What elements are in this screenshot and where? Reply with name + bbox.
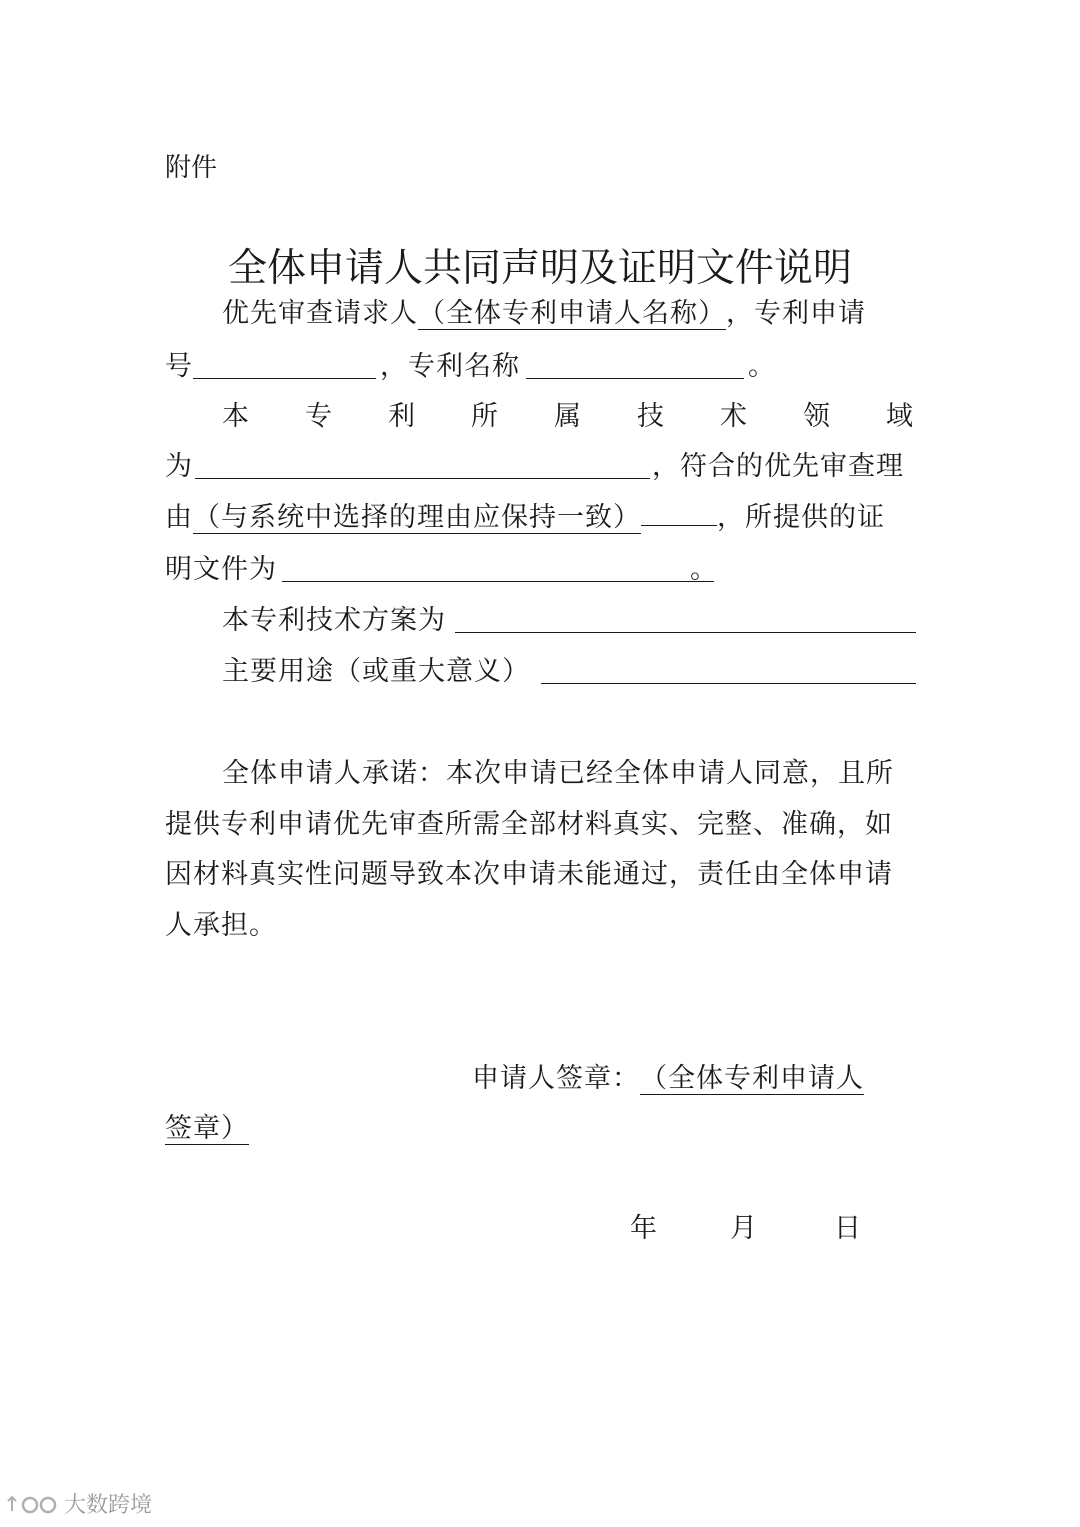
reason-field-tail [641, 523, 717, 526]
tech-field-char: 所 [471, 401, 499, 432]
proof-docs-blank [282, 581, 714, 582]
tech-field-char: 本 [222, 401, 250, 432]
tech-field-blank [195, 478, 650, 479]
signature-line2 [165, 1115, 249, 1145]
para2-line4-a: 明文件为 [165, 554, 277, 585]
attachment-label: 附件 [165, 153, 218, 183]
tech-field-char: 属 [554, 401, 582, 432]
tech-field-char: 技 [637, 401, 665, 432]
para2-line2-a: 为 [165, 451, 193, 482]
watermark-text: 大数跨境 [64, 1493, 153, 1518]
commitment-line3: 因材料真实性问题导致本次申请未能通过，责任由全体申请 [165, 859, 893, 890]
application-number-blank [193, 378, 376, 379]
main-use-blank [541, 683, 916, 684]
signature-field: （全体专利申请人 [640, 1063, 864, 1094]
document-title: 全体申请人共同声明及证明文件说明 [227, 246, 852, 291]
commitment-line4: 人承担。 [165, 910, 277, 941]
signature-label: 申请人签章： [472, 1063, 640, 1094]
para1-line2-b: ，专利名称 [380, 351, 520, 382]
watermark-logo-icon [4, 1489, 64, 1519]
tech-field-char: 术 [720, 401, 748, 432]
para2-line2-b: ，符合的优先审查理 [652, 451, 904, 482]
reason-label: 由 [165, 502, 193, 533]
tech-solution-label: 本专利技术方案为 [222, 605, 446, 636]
date-month: 月 [730, 1213, 758, 1244]
para1-line2-a: 号 [165, 351, 193, 382]
commitment-line2: 提供专利申请优先审查所需全部材料真实、完整、准确，如 [165, 809, 893, 840]
proof-label: ，所提供的证 [717, 502, 885, 533]
para2-line4-b: 。 [690, 554, 718, 585]
para1-line1 [222, 300, 866, 330]
date-day: 日 [834, 1213, 862, 1244]
reason-field: （与系统中选择的理由应保持一致） [193, 502, 641, 533]
tech-field-char: 领 [803, 401, 831, 432]
commitment-line1: 全体申请人承诺：本次申请已经全体申请人同意，且所 [222, 758, 894, 789]
tech-field-char: 利 [388, 401, 416, 432]
tech-solution-blank [455, 632, 916, 633]
tech-field-char: 域 [886, 401, 914, 432]
requester-label: 优先审查请求人 [222, 298, 418, 329]
date-year: 年 [630, 1213, 658, 1244]
signature-line1 [472, 1065, 864, 1095]
main-use-label: 主要用途（或重大意义） [222, 656, 530, 687]
para2-line1 [222, 403, 914, 430]
para1-line2-c: 。 [748, 351, 776, 382]
watermark [4, 1488, 152, 1519]
patent-name-blank [526, 378, 744, 379]
tech-field-char: 专 [305, 401, 333, 432]
patent-app-label: ，专利申请 [726, 298, 866, 329]
para2-line3 [165, 504, 885, 534]
applicant-name-field: （全体专利申请人名称） [418, 298, 726, 329]
signature-field-cont: 签章） [165, 1113, 249, 1144]
